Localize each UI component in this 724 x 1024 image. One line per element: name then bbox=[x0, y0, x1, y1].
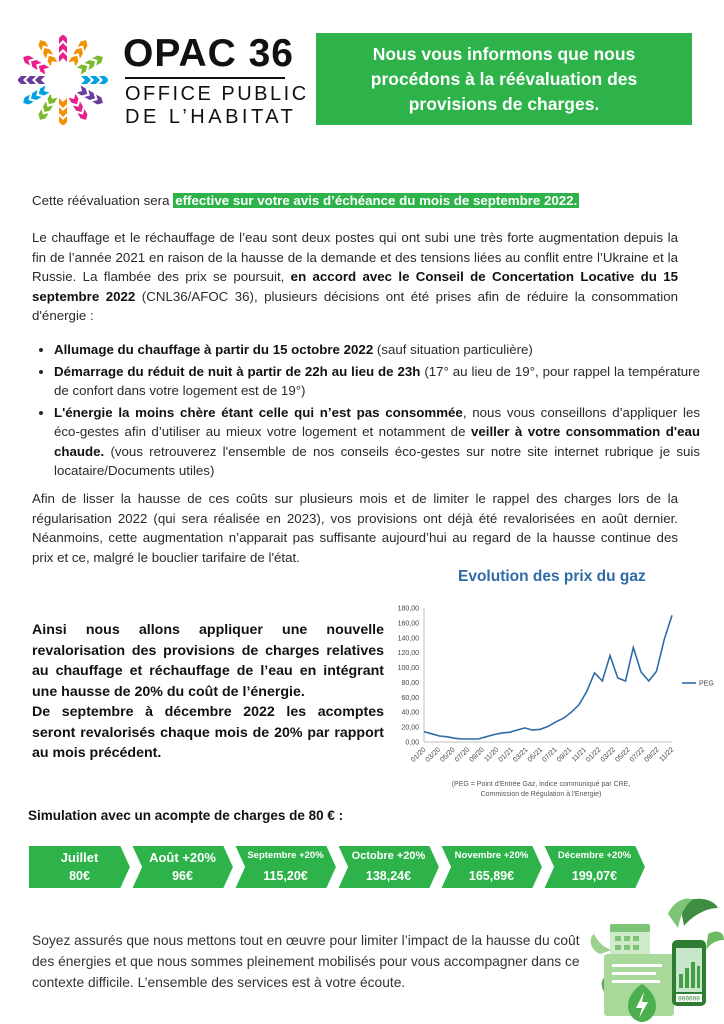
measure-3-text-2: (vous retrouverez l'ensemble de nos conseils éco-gestes sur notre site internet rubrique je suis locataire/Documents utiles) bbox=[54, 443, 700, 478]
brand-subtitle-2: DE L’HABITAT bbox=[125, 106, 297, 128]
y-tick-label: 40,00 bbox=[401, 709, 419, 717]
step-label: Juillet bbox=[60, 850, 99, 865]
x-tick-label: 03/20 bbox=[424, 746, 443, 764]
x-tick-label: 05/22 bbox=[614, 746, 632, 764]
y-tick-label: 120,00 bbox=[397, 650, 419, 658]
step-amount: 115,20€ bbox=[263, 869, 308, 883]
step-amount: 96€ bbox=[172, 869, 193, 883]
context-bold: en accord avec le Conseil de Concertation Locative du 15 septembre 2022 bbox=[32, 269, 678, 304]
simulation-step-4 bbox=[337, 845, 440, 889]
measures-list bbox=[32, 340, 700, 483]
measure-1-bold: Allumage du chauffage à partir du 15 octobre 2022 bbox=[54, 342, 374, 357]
callout-text bbox=[32, 620, 384, 764]
chart-source-note-1: (PEG = Point d'Entrée Gaz, indice communiqué par CRE, bbox=[451, 781, 631, 788]
x-tick-label: 07/21 bbox=[541, 746, 559, 764]
context-text-2: (CNL36/AFOC 36), plusieurs décisions ont été prises afin de réduire la consommation d'énergie : bbox=[32, 288, 679, 323]
measure-2-text: (17° au lieu de 19°, pour rappel la température de confort dans votre logement est de 19°) bbox=[54, 363, 701, 398]
x-tick-label: 11/21 bbox=[570, 746, 588, 764]
meter-digits: 000000 bbox=[678, 995, 700, 1003]
brand-name: OPAC 36 bbox=[123, 32, 294, 75]
eco-illustration bbox=[588, 894, 724, 1024]
x-tick-label: 03/22 bbox=[599, 746, 618, 764]
step-label: Décembre +20% bbox=[557, 850, 632, 861]
x-tick-label: 01/20 bbox=[410, 746, 428, 764]
step-amount: 80€ bbox=[69, 869, 90, 883]
legend-label: PEG bbox=[699, 680, 714, 688]
simulation-step-5 bbox=[440, 845, 543, 889]
logo-segment bbox=[59, 98, 67, 125]
opac-logo-icon bbox=[18, 35, 108, 125]
list-item bbox=[54, 362, 700, 401]
x-tick-label: 09/20 bbox=[468, 746, 486, 764]
logo-segment bbox=[59, 35, 67, 62]
intro-prefix: Cette réévaluation sera bbox=[32, 193, 174, 208]
context-paragraph bbox=[32, 228, 678, 326]
x-tick-label: 05/21 bbox=[526, 746, 545, 764]
context-text-1: Le chauffage et le réchauffage de l’eau sont deux postes qui ont subi une très forte augmentation depuis la fin de l’année 2021 en raison de la hausse de la demande et des tensions liées au conflit entre l’Ukraine et la Russie. La flambée des prix se poursuit, bbox=[32, 230, 678, 284]
y-tick-label: 80,00 bbox=[401, 679, 419, 687]
x-tick-label: 03/21 bbox=[512, 746, 530, 764]
step-amount: 138,24€ bbox=[365, 869, 412, 883]
measure-3-text: , nous vous conseillons d’appliquer les éco-gestes afin d’utiliser au mieux votre logement et notamment de bbox=[54, 404, 700, 439]
x-tick-label: 09/22 bbox=[643, 746, 661, 764]
measure-2-bold: Démarrage du réduit de nuit à partir de 22h au lieu de 23h bbox=[54, 363, 421, 379]
x-tick-label: 11/20 bbox=[483, 746, 501, 764]
chart-source-note bbox=[416, 780, 666, 800]
simulation-step-1 bbox=[28, 845, 131, 889]
y-tick-label: 180,00 bbox=[397, 605, 419, 613]
y-tick-label: 0,00 bbox=[405, 739, 419, 747]
y-tick-label: 100,00 bbox=[397, 665, 419, 673]
header-banner: Nous vous informons que nous procédons à la réévaluation des provisions de charges. bbox=[316, 33, 692, 125]
callout-paragraph-1: Ainsi nous allons appliquer une nouvelle revalorisation des provisions de charges relatives au chauffage et réchauffage de l’eau en intégrant une hausse de 20% du coût de l’énergie. bbox=[32, 622, 384, 700]
intro-highlight: effective sur votre avis d’échéance du mois de septembre 2022. bbox=[175, 193, 578, 208]
simulation-step-6 bbox=[543, 845, 646, 889]
x-tick-label: 11/22 bbox=[658, 746, 676, 764]
simulation-step-3 bbox=[234, 845, 337, 889]
y-tick-label: 20,00 bbox=[401, 724, 419, 732]
chart-source-note-2: Commission de Régulation à l'Energie) bbox=[480, 791, 602, 798]
step-label: Août +20% bbox=[149, 850, 216, 865]
x-tick-label: 07/20 bbox=[453, 746, 472, 764]
measure-3-bold: L'énergie la moins chère étant celle qui n’est pas consommée bbox=[54, 404, 463, 420]
chart-title: Evolution des prix du gaz bbox=[458, 568, 646, 585]
list-item bbox=[54, 403, 700, 481]
intro-paragraph bbox=[32, 191, 678, 211]
x-tick-label: 09/21 bbox=[555, 746, 574, 764]
logo-segment bbox=[18, 76, 45, 84]
step-amount: 165,89€ bbox=[468, 869, 515, 883]
x-tick-label: 01/22 bbox=[585, 746, 603, 764]
y-tick-label: 60,00 bbox=[401, 694, 419, 702]
x-tick-label: 07/22 bbox=[628, 746, 647, 764]
brand-subtitle-1: OFFICE PUBLIC bbox=[125, 83, 309, 105]
step-label: Septembre +20% bbox=[247, 850, 324, 861]
gas-price-chart bbox=[378, 598, 718, 780]
closing-paragraph: Soyez assurés que nous mettons tout en œuvre pour limiter l’impact de la hausse du coût des énergies et que nous sommes pleinement mobilisés pour vous accompagner dans ce contexte difficile. L’ensemble des services est à votre écoute. bbox=[32, 933, 580, 990]
step-amount: 199,07€ bbox=[571, 869, 618, 883]
y-tick-label: 160,00 bbox=[397, 620, 419, 628]
simulation-step-2 bbox=[131, 845, 234, 889]
phone-meter-icon bbox=[672, 940, 706, 1006]
brand-divider bbox=[125, 77, 285, 79]
smoothing-paragraph: Afin de lisser la hausse de ces coûts sur plusieurs mois et de limiter le rappel des charges lors de la régularisation 2022 (qui sera réalisée en 2023), vos provisions ont déjà été revalorisées en août dernier. Néanmoins, cette augmentation n’apparait pas suffisante aujourd’hui au regard de la hausse continue des prix et ce, malgré le bouclier tarifaire de l'état. bbox=[32, 491, 678, 565]
step-label: Octobre +20% bbox=[351, 850, 426, 862]
simulation-title: Simulation avec un acompte de charges de 80 € : bbox=[28, 808, 344, 823]
y-tick-label: 140,00 bbox=[397, 635, 419, 643]
step-label: Novembre +20% bbox=[454, 850, 529, 861]
measure-1-text: (sauf situation particulière) bbox=[373, 342, 533, 357]
callout-paragraph-2: De septembre à décembre 2022 les acomptes seront revalorisés chaque mois de 20% par rapport au mois précédent. bbox=[32, 704, 384, 761]
list-item bbox=[54, 340, 700, 360]
x-tick-label: 05/20 bbox=[439, 746, 457, 764]
series-line-peg bbox=[424, 615, 672, 739]
x-tick-label: 01/21 bbox=[497, 746, 515, 764]
measure-3-bold-2: veiller à votre consommation d'eau chaude. bbox=[54, 424, 700, 459]
logo-segment bbox=[81, 76, 108, 84]
